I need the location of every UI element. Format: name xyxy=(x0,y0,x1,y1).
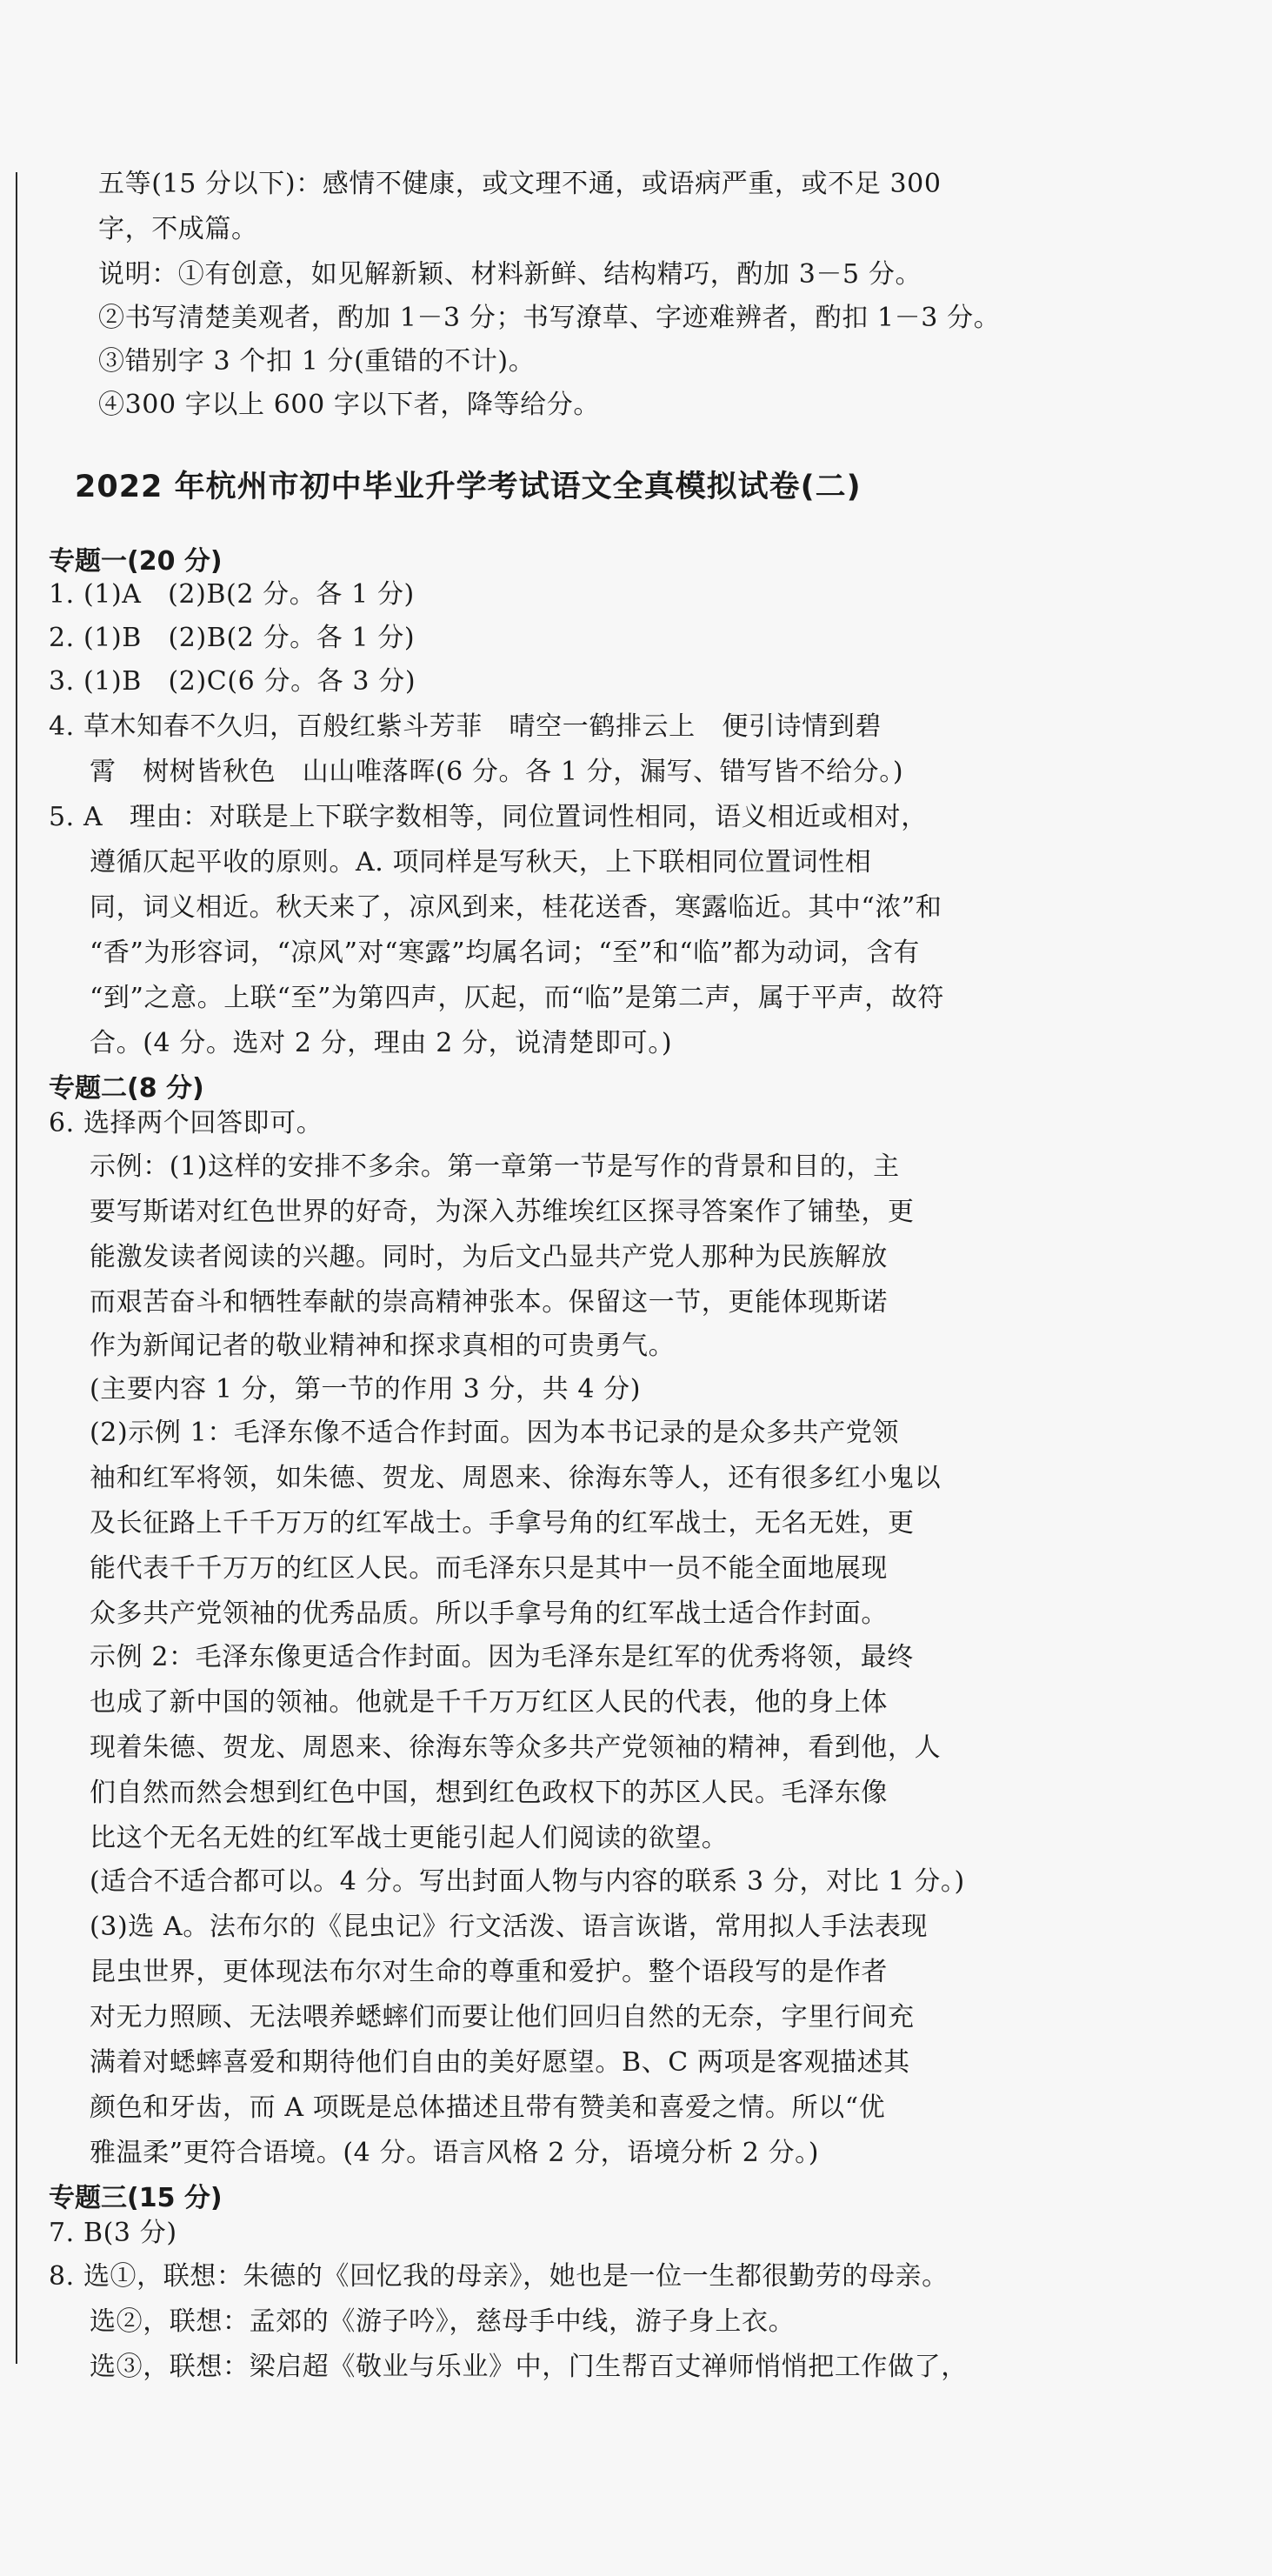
answer-line: 现着朱德、贺龙、周恩来、徐海东等众多共产党领袖的精神，看到他，人 xyxy=(90,1732,942,1763)
text-line: 字，不成篇。 xyxy=(98,214,258,244)
answer-line: (3)选 A。法布尔的《昆虫记》行文活泼、语言诙谐，常用拟人手法表现 xyxy=(90,1912,929,1942)
answer-line: 袖和红军将领，如朱德、贺龙、周恩来、徐海东等人，还有很多红小鬼以 xyxy=(90,1463,942,1493)
answer-line: 选②，联想：孟郊的《游子吟》，慈母手中线，游子身上衣。 xyxy=(90,2306,796,2337)
answer-line: 对无力照顾、无法喂养蟋蟀们而要让他们回归自然的无奈，字里行间充 xyxy=(90,2002,915,2032)
text-line: ②书写清楚美观者，酌加 1－3 分；书写潦草、字迹难辨者，酌扣 1－3 分。 xyxy=(98,303,1001,333)
answer-line: 7. B(3 分) xyxy=(49,2218,177,2248)
section-heading: 专题一(20 分) xyxy=(49,546,223,577)
answer-line: 能激发读者阅读的兴趣。同时，为后文凸显共产党人那种为民族解放 xyxy=(90,1242,888,1272)
answer-line: 5. A 理由：对联是上下联字数相等，同位置词性相同，语义相近或相对， xyxy=(49,802,928,832)
answer-line: “到”之意。上联“至”为第四声，仄起，而“临”是第二声，属于平声，故符 xyxy=(90,983,945,1013)
answer-line: (适合不适合都可以。4 分。写出封面人物与内容的联系 3 分，对比 1 分。) xyxy=(90,1866,965,1897)
text-line: 说明：①有创意，如见解新颖、材料新鲜、结构精巧，酌加 3－5 分。 xyxy=(98,259,922,290)
answer-line: 满着对蟋蟀喜爱和期待他们自由的美好愿望。B、C 两项是客观描述其 xyxy=(90,2047,910,2078)
answer-line: 要写斯诺对红色世界的好奇，为深入苏维埃红区探寻答案作了铺垫，更 xyxy=(90,1197,915,1227)
answer-line: 及长征路上千千万万的红军战士。手拿号角的红军战士，无名无姓，更 xyxy=(90,1508,915,1538)
answer-line: 昆虫世界，更体现法布尔对生命的尊重和爱护。整个语段写的是作者 xyxy=(90,1957,888,1987)
section-heading: 专题二(8 分) xyxy=(49,1073,204,1104)
answer-line: 示例：(1)这样的安排不多余。第一章第一节是写作的背景和目的，主 xyxy=(90,1151,900,1182)
answer-line: 6. 选择两个回答即可。 xyxy=(49,1108,323,1138)
answer-line: 能代表千千万万的红区人民。而毛泽东只是其中一员不能全面地展现 xyxy=(90,1553,888,1584)
answer-line: (2)示例 1：毛泽东像不适合作封面。因为本书记录的是众多共产党领 xyxy=(90,1418,899,1448)
text-line: ③错别字 3 个扣 1 分(重错的不计)。 xyxy=(98,346,536,377)
answer-line: 作为新闻记者的敬业精神和探求真相的可贵勇气。 xyxy=(90,1331,676,1361)
answer-line: 们自然而然会想到红色中国，想到红色政权下的苏区人民。毛泽东像 xyxy=(90,1778,888,1808)
answer-line: 示例 2：毛泽东像更适合作封面。因为毛泽东是红军的优秀将领，最终 xyxy=(90,1642,914,1672)
answer-line: 1. (1)A (2)B(2 分。各 1 分) xyxy=(49,579,415,610)
answer-line: 而艰苦奋斗和牺牲奉献的崇高精神张本。保留这一节，更能体现斯诺 xyxy=(90,1287,888,1318)
answer-line: 选③，联想：梁启超《敬业与乐业》中，门生帮百丈禅师悄悄把工作做了， xyxy=(90,2352,968,2382)
answer-line: 遵循仄起平收的原则。A. 项同样是写秋天，上下联相同位置词性相 xyxy=(90,847,872,878)
answer-line: 众多共产党领袖的优秀品质。所以手拿号角的红军战士适合作封面。 xyxy=(90,1598,888,1629)
answer-line: “香”为形容词，“凉风”对“寒露”均属名词；“至”和“临”都为动词，含有 xyxy=(90,938,920,968)
answer-line: 比这个无名无姓的红军战士更能引起人们阅读的欲望。 xyxy=(90,1823,729,1853)
answer-line: 4. 草木知春不久归，百般红紫斗芳菲 晴空一鹤排云上 便引诗情到碧 xyxy=(49,711,882,742)
answer-line: 也成了新中国的领袖。他就是千千万万红区人民的代表，他的身上体 xyxy=(90,1687,888,1718)
answer-line: 霄 树树皆秋色 山山唯落晖(6 分。各 1 分，漏写、错写皆不给分。) xyxy=(90,757,904,787)
page-title: 2022 年杭州市初中毕业升学考试语文全真模拟试卷(二) xyxy=(75,470,862,504)
answer-line: 合。(4 分。选对 2 分，理由 2 分，说清楚即可。) xyxy=(90,1028,673,1058)
answer-line: (主要内容 1 分，第一节的作用 3 分，共 4 分) xyxy=(90,1374,642,1405)
text-line: ④300 字以上 600 字以下者，降等给分。 xyxy=(98,390,600,420)
answer-line: 同，词义相近。秋天来了，凉风到来，桂花送香，寒露临近。其中“浓”和 xyxy=(90,892,942,923)
answer-line: 颜色和牙齿，而 A 项既是总体描述且带有赞美和喜爱之情。所以“优 xyxy=(90,2092,886,2123)
answer-line: 2. (1)B (2)B(2 分。各 1 分) xyxy=(49,623,416,653)
answer-line: 3. (1)B (2)C(6 分。各 3 分) xyxy=(49,666,416,697)
section-heading: 专题三(15 分) xyxy=(49,2183,223,2213)
answer-line: 雅温柔”更符合语境。(4 分。语言风格 2 分，语境分析 2 分。) xyxy=(90,2138,820,2168)
left-margin-rule xyxy=(16,172,17,2364)
text-line: 五等(15 分以下)：感情不健康，或文理不通，或语病严重，或不足 300 xyxy=(98,169,942,199)
answer-line: 8. 选①，联想：朱德的《回忆我的母亲》，她也是一位一生都很勤劳的母亲。 xyxy=(49,2261,949,2292)
